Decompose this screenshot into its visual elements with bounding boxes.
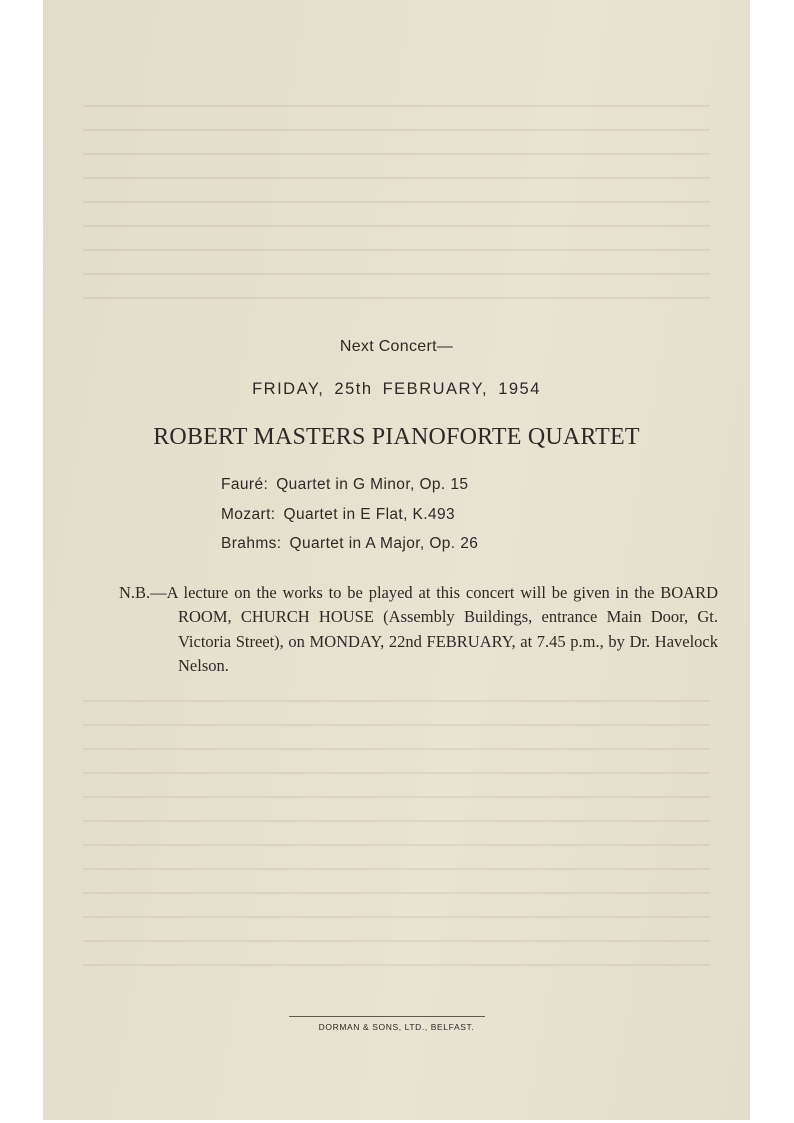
- programme-page: [43, 0, 750, 1120]
- programme-item: [221, 506, 478, 536]
- lecture-note: N.B.—A lecture on the works to be played at this concert will be given in the BOARD ROOM, CHURCH HOUSE (Assembly Buildings, entrance Main Door, Gt. Victoria Street), on MONDAY, 22nd FEBRUARY, at 7.45 p.m., by Dr. Havelock Nelson.: [119, 583, 718, 675]
- show-through-text-bottom: [83, 700, 710, 980]
- programme-item: [221, 535, 478, 565]
- next-concert-heading: Next Concert—: [339, 338, 454, 355]
- printer-imprint: DORMAN & SONS, LTD., BELFAST.: [318, 1022, 475, 1032]
- composer: Mozart:: [221, 505, 276, 523]
- composer: Fauré:: [221, 476, 269, 493]
- concert-date: FRIDAY, 25th FEBRUARY, 1954: [252, 380, 541, 398]
- footer-rule: [289, 1016, 485, 1017]
- work: Quartet in A Major, Op. 26: [289, 535, 479, 552]
- ensemble-title: ROBERT MASTERS PIANOFORTE QUARTET: [153, 424, 640, 450]
- work: Quartet in E Flat, K.493: [283, 505, 456, 523]
- programme-list: [221, 476, 478, 565]
- show-through-text-top: [83, 105, 710, 305]
- composer: Brahms:: [221, 535, 282, 552]
- programme-item: [221, 476, 478, 506]
- work: Quartet in G Minor, Op. 15: [276, 476, 469, 493]
